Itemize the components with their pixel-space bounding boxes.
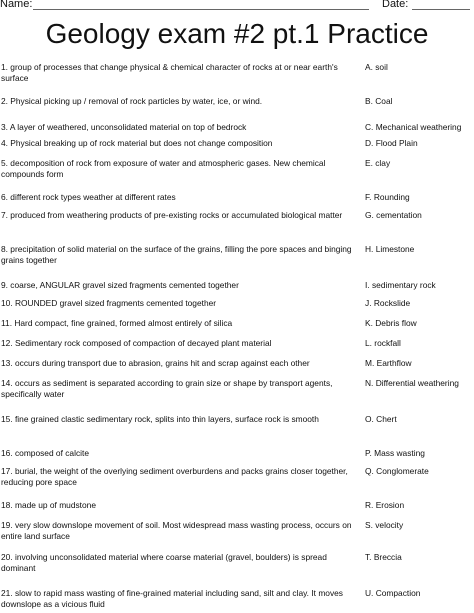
question-text: 19. very slow downslope movement of soil. Most widespread mass wasting process, occurs on entire land surface [1, 520, 352, 541]
answer-option: L. rockfall [365, 338, 401, 348]
question-row [0, 358, 474, 368]
question-row [0, 62, 474, 84]
question-text: 20. involving unconsolidated material where coarse material (gravel, boulders) is spread dominant [1, 552, 327, 573]
question-row [0, 244, 474, 266]
question-row [0, 520, 474, 542]
question-text: 13. occurs during transport due to abrasion, grains hit and scrap against each other [1, 358, 310, 368]
answer-option: R. Erosion [365, 500, 405, 510]
question-text: 7. produced from weathering products of pre-existing rocks or accumulated biological matter [1, 210, 343, 220]
page-title: Geology exam #2 pt.1 Practice [45, 18, 429, 49]
question-row [0, 338, 474, 348]
question-text: 3. A layer of weathered, unconsolidated material on top of bedrock [1, 122, 247, 132]
answer-option: F. Rounding [365, 192, 410, 202]
question-text: 5. decomposition of rock from exposure of water and atmospheric gases. New chemical compounds form [1, 158, 326, 179]
question-text: 15. fine grained clastic sedimentary rock, splits into thin layers, surface rock is smooth [1, 414, 319, 424]
question-text: 16. composed of calcite [1, 448, 89, 458]
answer-option: I. sedimentary rock [365, 280, 436, 290]
question-row [0, 138, 474, 148]
answer-option: D. Flood Plain [365, 138, 418, 148]
question-text: 1. group of processes that change physical & chemical character of rocks at or near earth's surface [1, 62, 338, 83]
answer-option: O. Chert [365, 414, 397, 424]
question-row [0, 96, 474, 106]
answer-option: E. clay [365, 158, 391, 168]
question-row [0, 318, 474, 328]
question-row [0, 192, 474, 202]
name-blank-line[interactable] [33, 9, 369, 10]
question-text: 18. made up of mudstone [1, 500, 96, 510]
question-row [0, 158, 474, 180]
answer-option: G. cementation [365, 210, 422, 220]
header-row [0, 0, 474, 14]
answer-option: Q. Conglomerate [365, 466, 429, 476]
question-row [0, 122, 474, 132]
answer-option: T. Breccia [365, 552, 402, 562]
question-text: 8. precipitation of solid material on the surface of the grains, filling the pore spaces and binging grains together [1, 244, 352, 265]
question-row [0, 280, 474, 290]
question-text: 12. Sedimentary rock composed of compaction of decayed plant material [1, 338, 272, 348]
name-label: Name: [0, 0, 33, 10]
question-row [0, 588, 474, 610]
date-blank-line[interactable] [412, 9, 470, 10]
answer-option: H. Limestone [365, 244, 415, 254]
question-row [0, 448, 474, 458]
question-text: 21. slow to rapid mass wasting of fine-grained material including sand, silt and clay. It moves downslope as a vicious fluid [1, 588, 343, 609]
question-text: 11. Hard compact, fine grained, formed almost entirely of silica [1, 318, 233, 328]
answer-option: S. velocity [365, 520, 404, 530]
answer-option: M. Earthflow [365, 358, 412, 368]
question-row [0, 466, 474, 488]
answer-option: K. Debris flow [365, 318, 417, 328]
question-text: 6. different rock types weather at different rates [1, 192, 176, 202]
answer-option: J. Rockslide [365, 298, 411, 308]
date-label: Date: [382, 0, 409, 10]
answer-option: A. soil [365, 62, 388, 72]
question-text: 17. burial, the weight of the overlying sediment overburdens and packs grains closer together, reducing pore space [1, 466, 348, 487]
question-text: 2. Physical picking up / removal of rock particles by water, ice, or wind. [1, 96, 263, 106]
question-text: 14. occurs as sediment is separated according to grain size or shape by transport agents, specifically water [1, 378, 333, 399]
question-text: 4. Physical breaking up of rock material but does not change composition [1, 138, 273, 148]
question-row [0, 414, 474, 436]
question-text: 10. ROUNDED gravel sized fragments cemented together [1, 298, 217, 308]
question-row [0, 552, 474, 574]
question-text: 9. coarse, ANGULAR gravel sized fragments cemented together [1, 280, 239, 290]
answer-option: U. Compaction [365, 588, 421, 598]
answer-option: C. Mechanical weathering [365, 122, 462, 132]
question-row [0, 500, 474, 510]
question-row [0, 210, 474, 232]
answer-option: N. Differential weathering [365, 378, 459, 388]
question-row [0, 378, 474, 400]
question-row [0, 298, 474, 308]
answer-option: P. Mass wasting [365, 448, 425, 458]
answer-option: B. Coal [365, 96, 393, 106]
